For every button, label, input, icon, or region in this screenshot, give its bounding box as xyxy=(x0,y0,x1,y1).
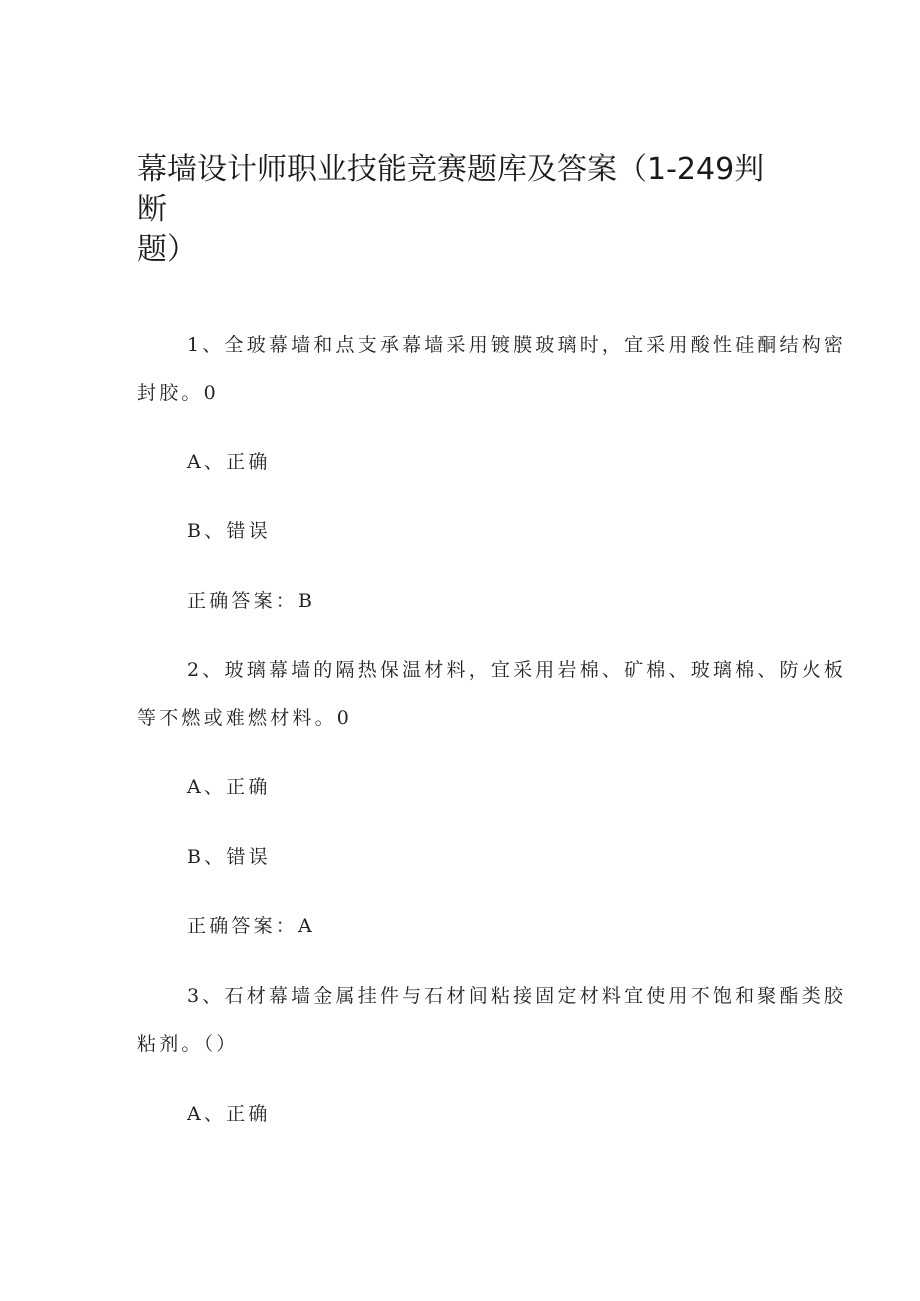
question-1-option-a: A、正确 xyxy=(187,451,271,473)
document-title xyxy=(137,150,777,270)
question-1-option-b: B、错误 xyxy=(187,520,271,542)
question-2-option-b: B、错误 xyxy=(187,846,271,868)
question-2-answer: 正确答案：A xyxy=(187,915,315,937)
document-title-line-2: 题） xyxy=(137,232,197,267)
document-title-line-1: 幕墙设计师职业技能竞赛题库及答案（1-249判断 xyxy=(137,152,765,227)
question-2-stem-line-2: 等不燃或难燃材料。0 xyxy=(137,707,353,729)
question-2-stem-line-1: 2、玻璃幕墙的隔热保温材料，宜采用岩棉、矿棉、玻璃棉、防火板 xyxy=(187,659,847,681)
question-3-stem-line-1: 3、石材幕墙金属挂件与石材间粘接固定材料宜使用不饱和聚酯类胶 xyxy=(187,985,847,1007)
question-1-answer: 正确答案：B xyxy=(187,590,316,612)
question-1-stem-line-2: 封胶。0 xyxy=(137,382,219,404)
question-1-stem-line-1: 1、全玻幕墙和点支承幕墙采用镀膜玻璃时，宜采用酸性硅酮结构密 xyxy=(187,334,847,356)
question-2-option-a: A、正确 xyxy=(187,776,271,798)
question-3-option-a: A、正确 xyxy=(187,1103,271,1125)
question-3-stem-line-2: 粘剂。（） xyxy=(137,1033,239,1055)
